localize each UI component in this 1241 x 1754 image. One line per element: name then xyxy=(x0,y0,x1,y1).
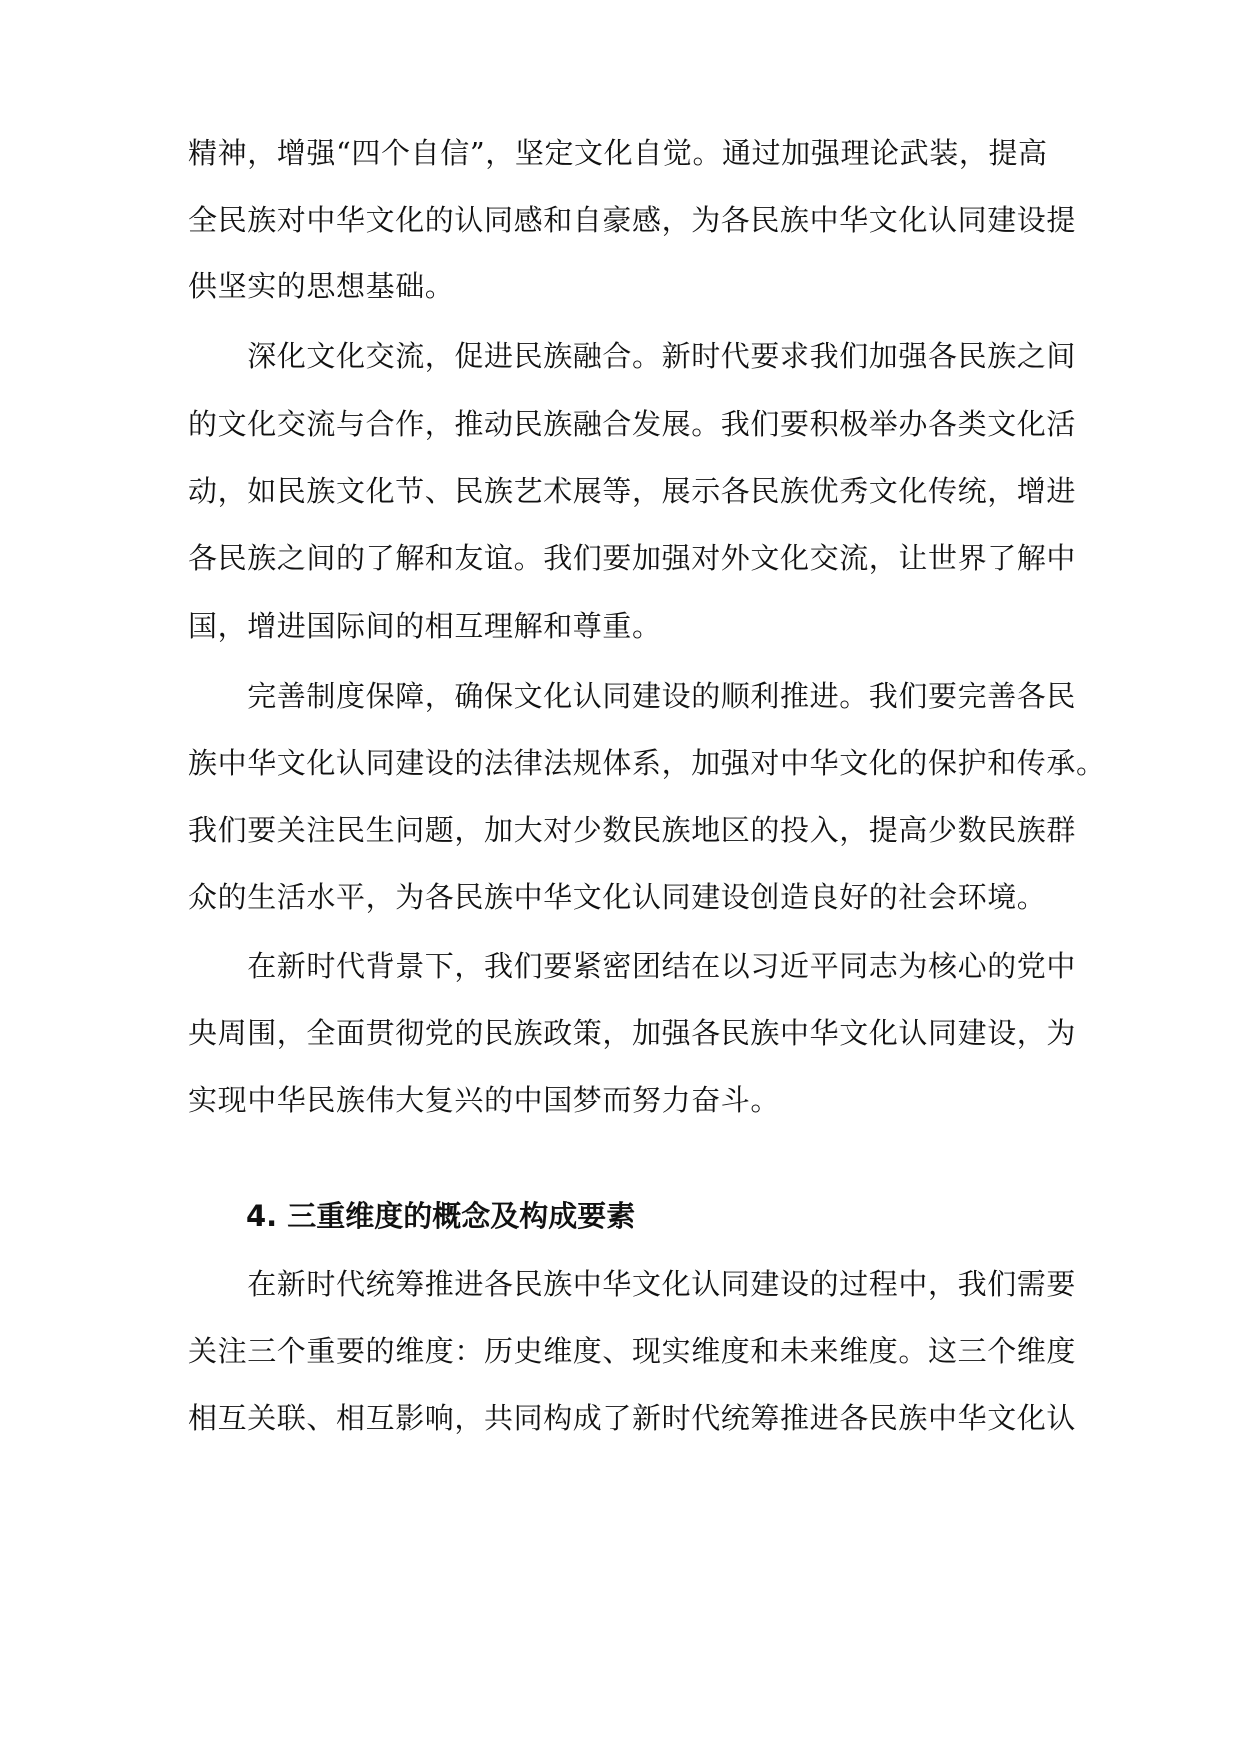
text-line: 供坚实的思想基础。 xyxy=(188,269,455,303)
text-line: 央周围，全面贯彻党的民族政策，加强各民族中华文化认同建设，为 xyxy=(188,1016,1077,1050)
text-line: 我们要关注民生问题，加大对少数民族地区的投入，提高少数民族群 xyxy=(188,813,1077,847)
text-line: 族中华文化认同建设的法律法规体系，加强对中华文化的保护和传承。 xyxy=(188,746,1106,780)
text-line: 精神，增强“四个自信”，坚定文化自觉。通过加强理论武装，提高 xyxy=(188,136,1048,170)
section-heading: 4. 三重维度的概念及构成要素 xyxy=(246,1199,636,1233)
text-line: 全民族对中华文化的认同感和自豪感，为各民族中华文化认同建设提 xyxy=(188,203,1077,237)
text-line: 的文化交流与合作，推动民族融合发展。我们要积极举办各类文化活 xyxy=(188,407,1077,441)
text-line: 完善制度保障，确保文化认同建设的顺利推进。我们要完善各民 xyxy=(188,679,1077,713)
text-line: 国，增进国际间的相互理解和尊重。 xyxy=(188,609,662,643)
text-line: 关注三个重要的维度：历史维度、现实维度和未来维度。这三个维度 xyxy=(188,1334,1077,1368)
text-line: 各民族之间的了解和友谊。我们要加强对外文化交流，让世界了解中 xyxy=(188,541,1077,575)
text-line: 动，如民族文化节、民族艺术展等，展示各民族优秀文化传统，增进 xyxy=(188,474,1077,508)
text-line: 在新时代背景下，我们要紧密团结在以习近平同志为核心的党中 xyxy=(188,949,1077,983)
text-line: 相互关联、相互影响，共同构成了新时代统筹推进各民族中华文化认 xyxy=(188,1401,1077,1435)
text-line: 众的生活水平，为各民族中华文化认同建设创造良好的社会环境。 xyxy=(188,880,1047,914)
text-line: 实现中华民族伟大复兴的中国梦而努力奋斗。 xyxy=(188,1083,781,1117)
text-line: 深化文化交流，促进民族融合。新时代要求我们加强各民族之间 xyxy=(188,339,1077,373)
text-line: 在新时代统筹推进各民族中华文化认同建设的过程中，我们需要 xyxy=(188,1267,1077,1301)
